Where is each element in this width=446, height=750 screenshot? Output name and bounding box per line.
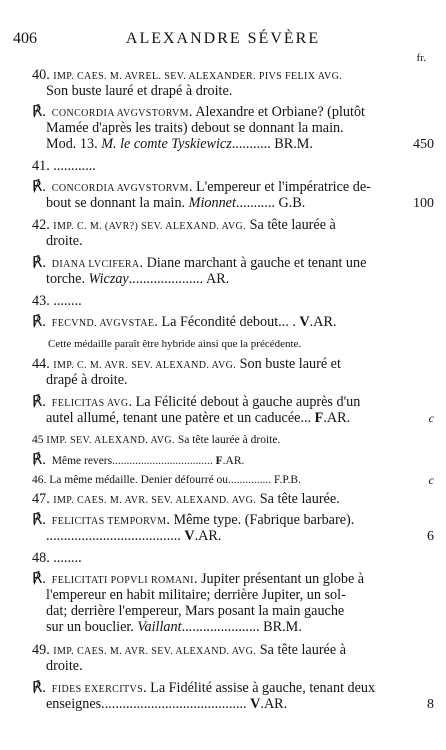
line-text: Sa tête laurée à [256, 642, 346, 658]
legend-inscription: CONCORDIA AVGVSTORVM [51, 183, 189, 194]
price-value: c [428, 473, 434, 487]
legend-inscription: IMP. CAES. M. AVREL. SEV. ALEXANDER. PIVS FELIX AVG. [53, 71, 343, 82]
line-text: Sa tête laurée à [246, 217, 336, 233]
line-text: ..................... AR. [128, 271, 230, 287]
line-text: Mamée d'après les traits) debout se donnant la main. [46, 120, 344, 136]
line-text: V [184, 528, 195, 544]
editorial-note [48, 336, 420, 353]
line-text: ........... BR.M. [231, 136, 313, 152]
line-text: 46. La même médaille. Denier défourré ou............... F.P.B. [32, 474, 301, 486]
catalog-line [46, 233, 418, 250]
line-text: .AR. [194, 528, 222, 544]
line-text: . Alexandre et Orbiane? (plutôt [188, 104, 366, 120]
legend-inscription: FECVND. AVGVSTAE [51, 318, 155, 329]
reverse-mark: ℟. [32, 512, 50, 528]
catalog-line [46, 136, 418, 153]
price-value: 450 [413, 137, 434, 152]
catalog-line [32, 158, 404, 175]
catalog-line [46, 372, 418, 389]
catalog-line [46, 528, 418, 545]
line-text: .AR. [222, 455, 245, 467]
legend-inscription: FELICITAS AVG [51, 398, 129, 409]
line-text: 40. [32, 67, 54, 83]
reverse-mark: ℟. [32, 452, 50, 468]
line-text: 44. [32, 356, 54, 372]
line-text: Son buste lauré et drapé à droite. [46, 83, 233, 99]
line-text: F [215, 455, 223, 467]
line-text: autel allumé, tenant une patère et un caducée... [46, 410, 315, 426]
legend-inscription: IMP. CAES. M. AVR. SEV. ALEXAND. AVG. [53, 646, 257, 657]
catalog-line [32, 293, 404, 310]
reverse-mark: ℟. [32, 179, 50, 195]
line-text: l'empereur en habit militaire; derrière Jupiter, un sol- [46, 587, 346, 603]
catalog-line [46, 587, 418, 604]
line-text: ........... G.B. [235, 195, 306, 211]
line-text: 41. ............ [32, 158, 96, 174]
line-text: 49. [32, 642, 54, 658]
catalog-line [46, 195, 418, 212]
page-title: ALEXANDRE SÉVÈRE [125, 30, 321, 47]
line-text: ...................... BR.M. [181, 619, 302, 635]
legend-inscription: IMP. C. M. AVR. SEV. ALEXAND. AVG. [53, 360, 237, 371]
line-text: V [250, 696, 261, 712]
legend-inscription: IMP. C. M. (AVR?) SEV. ALEXAND. AVG. [53, 221, 247, 232]
line-text: . Jupiter présentant un globe à [193, 571, 365, 587]
reverse-mark: ℟. [32, 314, 50, 330]
line-text: 43. ........ [32, 293, 82, 309]
legend-inscription: DIANA LVCIFERA [51, 259, 140, 270]
line-text: M. le comte Tyskiewicz [101, 136, 232, 152]
line-text: enseignes......................................... [46, 696, 251, 712]
line-text: torche. [46, 271, 89, 287]
line-text: ...................................... [46, 528, 185, 544]
line-text: 47. [32, 491, 54, 507]
catalog-line [32, 314, 404, 332]
line-text: .AR. [309, 314, 337, 330]
line-text: droite. [46, 233, 83, 249]
reverse-mark: ℟. [32, 255, 50, 271]
catalog-line [32, 432, 404, 449]
legend-inscription: IMP. SEV. ALEXAND. AVG. [46, 435, 175, 446]
line-text: . La Fidélité assise à gauche, tenant deux [143, 680, 376, 696]
catalog-line [32, 491, 404, 509]
page-header [0, 30, 446, 50]
legend-inscription: FELICITATI POPVLI ROMANI [51, 575, 194, 586]
legend-inscription: FELICITAS TEMPORVM [51, 516, 167, 527]
price-value: c [428, 411, 434, 425]
catalog-line [46, 271, 418, 288]
catalog-line [46, 658, 418, 675]
line-text: Wiczay [88, 271, 129, 287]
catalog-line [46, 410, 418, 427]
price-value: 6 [427, 529, 434, 544]
catalog-line [46, 603, 418, 620]
line-text: . Diane marchant à gauche et tenant une [139, 255, 367, 271]
catalog-line [32, 550, 404, 567]
reverse-mark: ℟. [32, 571, 50, 587]
line-text: 42. [32, 217, 54, 233]
catalog-line [46, 120, 418, 137]
line-text: Sa tête laurée à droite. [174, 434, 281, 446]
line-text: 48. ........ [32, 550, 82, 566]
line-text: . Même type. (Fabrique barbare). [166, 512, 355, 528]
page-number: 406 [13, 30, 37, 47]
line-text: . La Fécondité debout... . [154, 314, 300, 330]
line-text: Sa tête laurée. [256, 491, 340, 507]
line-text: drapé à droite. [46, 372, 128, 388]
line-text: bout se donnant la main. [46, 195, 189, 211]
line-text: Mod. 13. [46, 136, 102, 152]
line-text: Cette médaille paraît être hybride ainsi que la précédente. [48, 338, 302, 350]
line-text: .AR. [323, 410, 351, 426]
line-text: . La Félicité debout à gauche auprès d'un [128, 394, 361, 410]
line-text: .AR. [260, 696, 288, 712]
line-text: 45 [32, 434, 47, 446]
catalog-line [46, 83, 418, 100]
reverse-mark: ℟. [32, 104, 50, 120]
legend-inscription: CONCORDIA AVGVSTORVM [51, 108, 189, 119]
line-text: . L'empereur et l'impératrice de- [188, 179, 371, 195]
price-unit-label: fr. [416, 52, 426, 64]
catalog-line [46, 696, 418, 713]
catalog-line [32, 452, 404, 470]
catalog-line [46, 619, 418, 636]
line-text: Mionnet [188, 195, 236, 211]
line-text: droite. [46, 658, 83, 674]
price-value: 100 [413, 196, 434, 211]
line-text: Vaillant [137, 619, 182, 635]
line-text: dat; derrière l'empereur, Mars posant la main gauche [46, 603, 345, 619]
line-text: F [314, 410, 324, 426]
price-value: 8 [427, 697, 434, 712]
line-text: Son buste lauré et [236, 356, 341, 372]
reverse-mark: ℟. [32, 680, 50, 696]
legend-inscription: IMP. CAES. M. AVR. SEV. ALEXAND. AVG. [53, 495, 257, 506]
line-text: V [299, 314, 310, 330]
line-text: Même revers................................... [51, 455, 216, 467]
catalog-line [32, 472, 404, 489]
legend-inscription: FIDES EXERCITVS [51, 684, 144, 695]
reverse-mark: ℟. [32, 394, 50, 410]
line-text: sur un bouclier. [46, 619, 138, 635]
